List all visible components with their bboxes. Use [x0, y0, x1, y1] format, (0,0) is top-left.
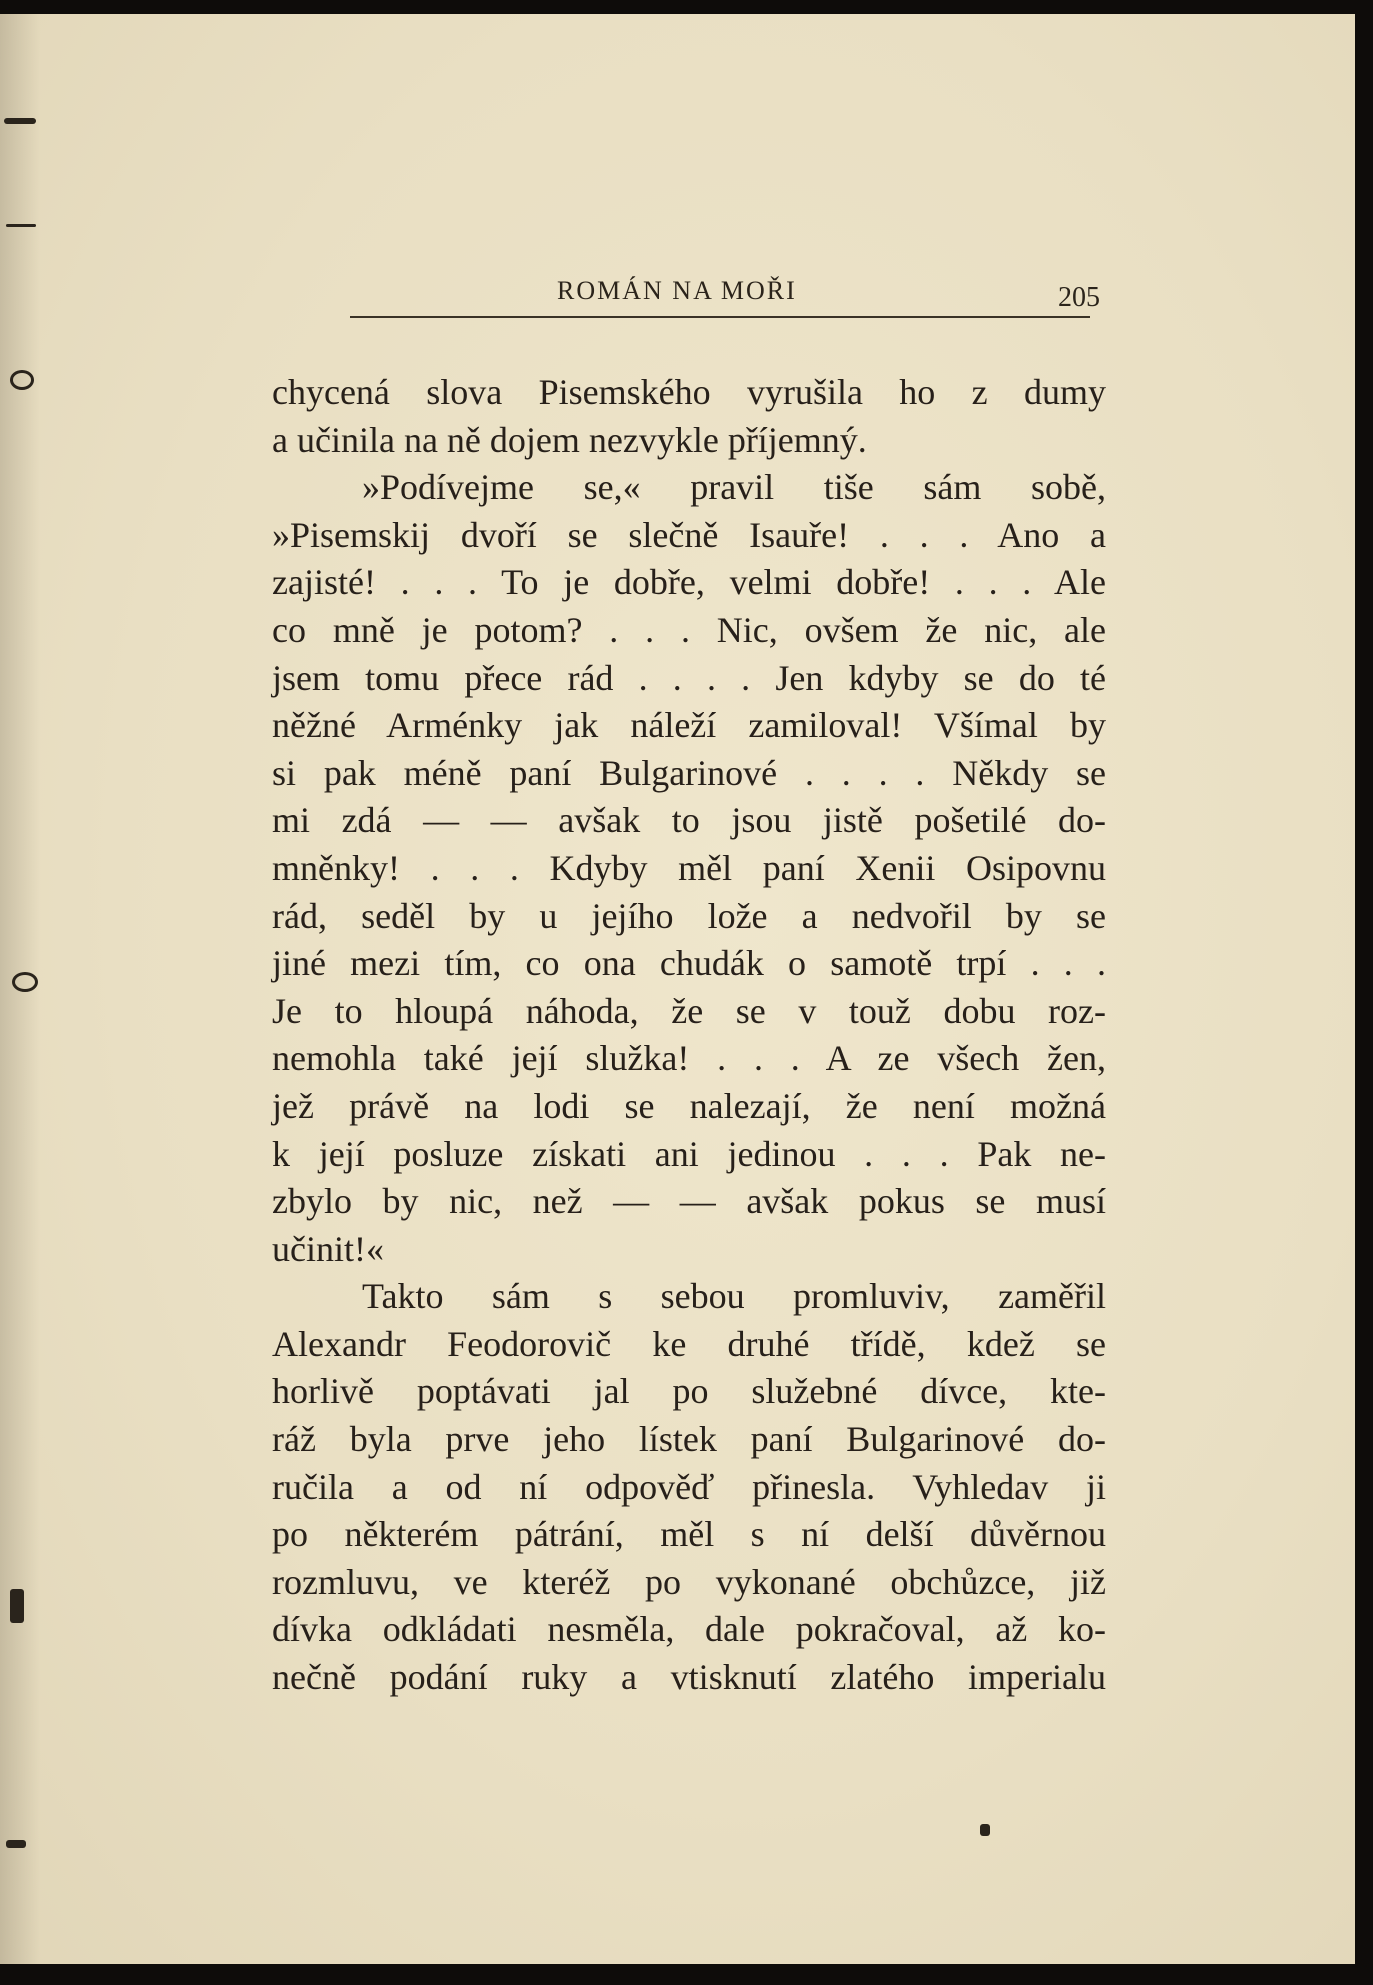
- text-line: zbylo by nic, než — — avšak pokus se musí: [272, 1181, 1106, 1222]
- text-line: ráž byla prve jeho lístek paní Bulgarinové do-: [272, 1419, 1106, 1460]
- paper-sheet: [0, 14, 1355, 1964]
- binding-mark: [4, 118, 36, 124]
- text-line: jiné mezi tím, co ona chudák o samotě trpí . . .: [272, 943, 1106, 984]
- header-rule: [350, 316, 1090, 318]
- text-line: rozmluvu, ve kteréž po vykonané obchůzce, již: [272, 1561, 1106, 1602]
- text-line: Alexandr Feodorovič ke druhé třídě, kdež se: [272, 1323, 1106, 1364]
- text-line: učinit!«: [272, 1228, 384, 1269]
- text-line: nečně podání ruky a vtisknutí zlatého imperialu: [272, 1657, 1106, 1698]
- binding-mark: [6, 224, 36, 227]
- binding-mark: [6, 1840, 26, 1848]
- text-line: zajisté! . . . To je dobře, velmi dobře! . . . Ale: [272, 562, 1106, 603]
- text-line: Je to hloupá náhoda, že se v touž dobu roz-: [272, 990, 1106, 1031]
- binding-mark: [10, 370, 34, 390]
- text-line: Takto sám s sebou promluviv, zaměřil: [362, 1276, 1106, 1317]
- text-line: ručila a od ní odpověď přinesla. Vyhledav ji: [272, 1466, 1106, 1507]
- page-number: 205: [1058, 282, 1100, 313]
- running-title: ROMÁN NA MOŘI: [557, 276, 797, 305]
- text-line: dívka odkládati nesměla, dale pokračoval, až ko-: [272, 1609, 1106, 1650]
- text-line: rád, seděl by u jejího lože a nedvořil by se: [272, 895, 1106, 936]
- text-line: mněnky! . . . Kdyby měl paní Xenii Osipovnu: [272, 847, 1106, 888]
- text-line: horlivě poptávati jal po služebné dívce, kte-: [272, 1371, 1106, 1412]
- binding-mark: [10, 1589, 24, 1623]
- text-line: po některém pátrání, měl s ní delší důvěrnou: [272, 1514, 1106, 1555]
- text-line: si pak méně paní Bulgarinové . . . . Někdy se: [272, 752, 1106, 793]
- stray-mark: [980, 1824, 990, 1836]
- binding-mark: [12, 972, 38, 992]
- text-line: »Pisemskij dvoří se slečně Isauře! . . . Ano a: [272, 514, 1106, 555]
- text-line: jež právě na lodi se nalezají, že není možná: [272, 1085, 1106, 1126]
- text-line: a učinila na ně dojem nezvykle příjemný.: [272, 419, 867, 460]
- text-line: nemohla také její služka! . . . A ze všech žen,: [272, 1038, 1106, 1079]
- text-line: co mně je potom? . . . Nic, ovšem že nic, ale: [272, 609, 1106, 650]
- body-text: [272, 369, 1106, 1702]
- text-line: něžné Arménky jak náleží zamiloval! Všímal by: [272, 705, 1106, 746]
- text-line: chycená slova Pisemského vyrušila ho z dumy: [272, 372, 1106, 412]
- running-head: [350, 260, 1110, 320]
- text-line: »Podívejme se,« pravil tiše sám sobě,: [362, 467, 1106, 508]
- text-line: k její posluze získati ani jedinou . . . Pak ne-: [272, 1133, 1106, 1174]
- text-line: mi zdá — — avšak to jsou jistě pošetilé do-: [272, 800, 1106, 841]
- text-line: jsem tomu přece rád . . . . Jen kdyby se do té: [272, 657, 1106, 698]
